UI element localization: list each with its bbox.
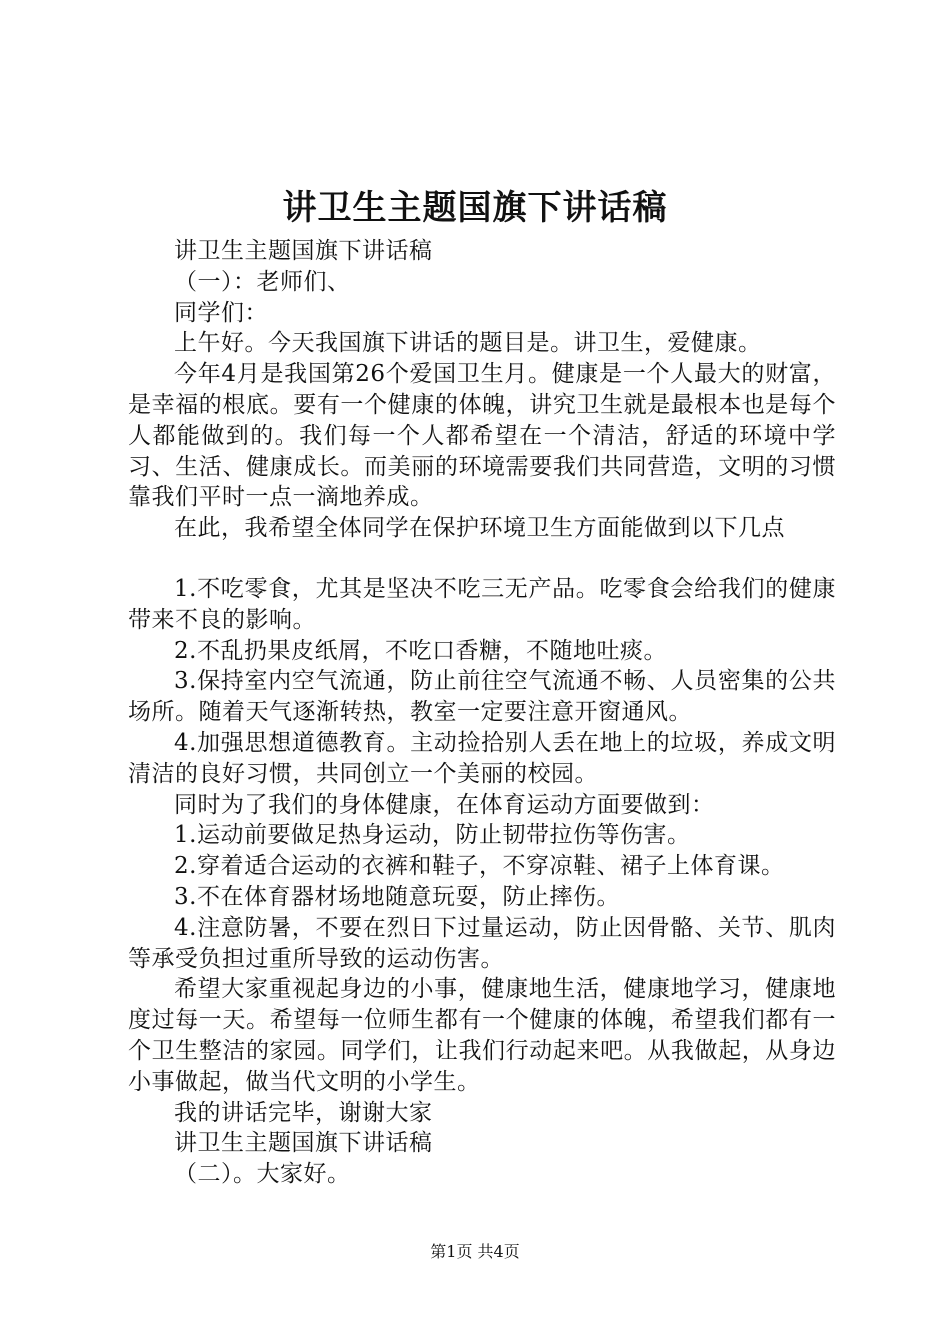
paragraph-point-3: 3.保持室内空气流通，防止前往空气流通不畅、人员密集的公共场所。随着天气逐渐转热，教室一定要注意开窗通风。: [128, 668, 836, 726]
document-body: [128, 236, 836, 1190]
paragraph-sports-3: 3.不在体育器材场地随意玩耍，防止摔伤。: [174, 883, 620, 910]
paragraph-point-4: 4.加强思想道德教育。主动捡拾别人丢在地上的垃圾，养成文明清洁的良好习惯，共同创立一个美丽的校园。: [128, 729, 836, 787]
paragraph-point-1: 1.不吃零食，尤其是坚决不吃三无产品。吃零食会给我们的健康带来不良的影响。: [128, 575, 836, 633]
page-footer: 第1页 共4页: [430, 1242, 520, 1261]
paragraph-health-month: 今年4月是我国第26个爱国卫生月。健康是一个人最大的财富，是幸福的根底。要有一个健康的体魄，讲究卫生就是最根本也是每个人都能做到的。我们每一个人都希望在一个清洁，舒适的环境中学习、生活、健康成长。而美丽的环境需要我们共同营造，文明的习惯靠我们平时一点一滴地养成。: [128, 361, 836, 511]
paragraph-sports-2: 2.穿着适合运动的衣裤和鞋子，不穿凉鞋、裙子上体育课。: [174, 853, 785, 880]
paragraph-section-one: （一）：老师们、: [174, 268, 351, 295]
paragraph-subtitle: 讲卫生主题国旗下讲话稿: [174, 238, 433, 264]
paragraph-opening: 上午好。今天我国旗下讲话的题目是。讲卫生，爱健康。: [174, 330, 762, 357]
document-title: 讲卫生主题国旗下讲话稿: [282, 188, 668, 228]
paragraph-thanks: 我的讲话完毕，谢谢大家: [174, 1099, 433, 1126]
paragraph-sports-1: 1.运动前要做足热身运动，防止韧带拉伤等伤害。: [174, 822, 691, 849]
paragraph-point-2: 2.不乱扔果皮纸屑，不吃口香糖，不随地吐痰。: [174, 637, 667, 664]
paragraph-hopes-intro: 在此，我希望全体同学在保护环境卫生方面能做到以下几点: [174, 515, 785, 542]
paragraph-greeting-students: 同学们：: [174, 299, 268, 326]
paragraph-closing-hope: 希望大家重视起身边的小事，健康地生活，健康地学习，健康地度过每一天。希望每一位师生都有一个健康的体魄，希望我们都有一个卫生整洁的家园。同学们，让我们行动起来吧。从我做起，从身边小事做起，做当代文明的小学生。: [128, 976, 836, 1095]
paragraph-sports-intro: 同时为了我们的身体健康，在体育运动方面要做到：: [174, 791, 715, 818]
paragraph-section-two: （二）。大家好。: [174, 1161, 351, 1188]
paragraph-subtitle-repeat: 讲卫生主题国旗下讲话稿: [174, 1130, 433, 1157]
paragraph-sports-4: 4.注意防暑，不要在烈日下过量运动，防止因骨骼、关节、肌肉等承受负担过重所导致的运动伤害。: [128, 914, 836, 972]
